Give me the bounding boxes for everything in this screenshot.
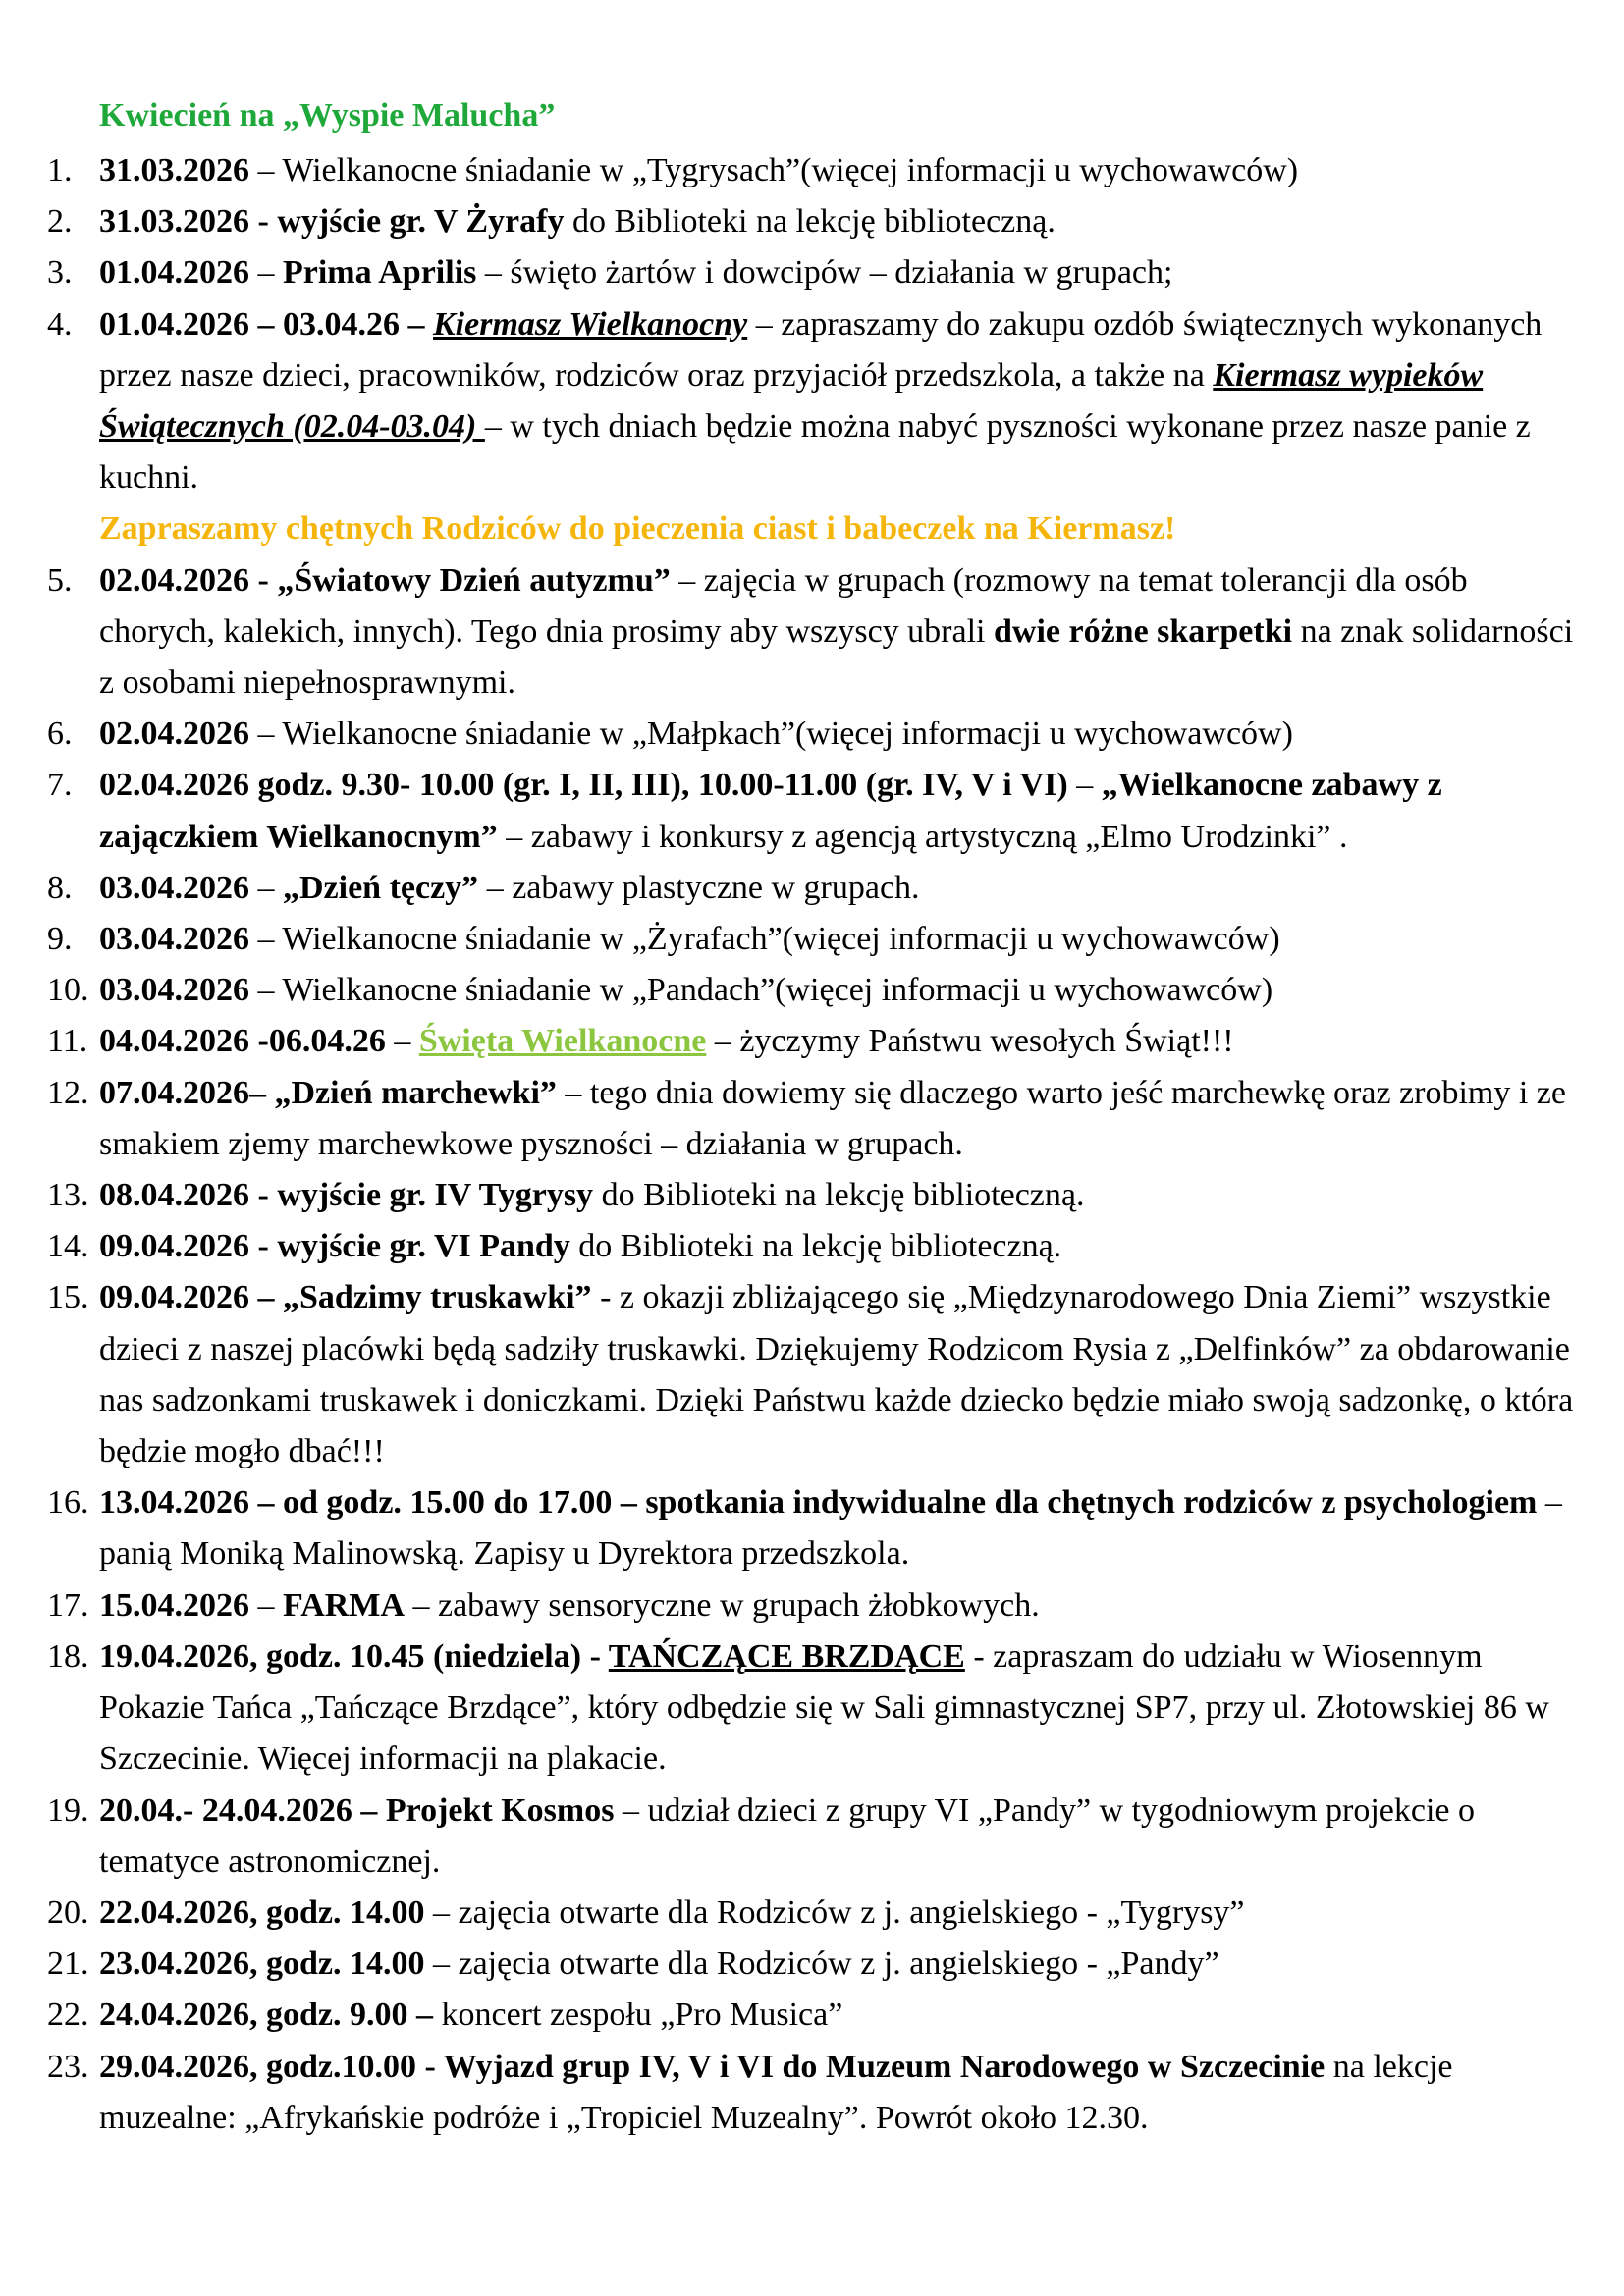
list-item bbox=[47, 1221, 1579, 1272]
list-item-number: 19. bbox=[47, 1791, 89, 1829]
list-item-text: – panią Moniką Malinowską. Zapisy u Dyrektora przedszkola. bbox=[99, 1484, 1562, 1573]
list-item-text: - zapraszam do udziału w Wiosennym Pokazie Tańca „Tańczące Brzdące”, który odbędzie się w Sali gimnastycznej SP7, przy ul. Złotowskiej 86 w Szczecinie. Więcej informacji na plakacie. bbox=[99, 1637, 1549, 1778]
list-item-number: 4. bbox=[47, 305, 73, 343]
list-item bbox=[47, 1631, 1579, 1786]
list-item-number: 23. bbox=[47, 2048, 89, 2085]
list-item bbox=[47, 1170, 1579, 1221]
list-item-text: 29.04.2026, godz.10.00 - Wyjazd grup IV, V i VI do Muzeum Narodowego w Szczecinie bbox=[99, 2048, 1326, 2085]
list-item bbox=[47, 863, 1579, 914]
list-item-text: 09.04.2026 – „Sadzimy truskawki” bbox=[99, 1279, 592, 1316]
list-item-text: – zajęcia w grupach (rozmowy na temat tolerancji dla osób chorych, kalekich, innych). Tego dnia prosimy aby wszyscy ubrali bbox=[99, 561, 1468, 650]
list-item-text: 02.04.2026 bbox=[99, 716, 249, 753]
list-item-text: – bbox=[249, 1586, 283, 1624]
list-item-number: 13. bbox=[47, 1177, 89, 1214]
list-item-text: do Biblioteki na lekcję biblioteczną. bbox=[564, 203, 1056, 240]
list-item bbox=[47, 1786, 1579, 1888]
list-item-number: 5. bbox=[47, 561, 73, 599]
list-item-text: – Wielkanocne śniadanie w „Żyrafach”(więcej informacji u wychowawców) bbox=[249, 921, 1280, 958]
list-item-text: Kiermasz wypieków Świątecznych (02.04-03.04) bbox=[99, 356, 1484, 446]
list-item-number: 22. bbox=[47, 1997, 89, 2034]
list-item-text: 01.04.2026 – 03.04.26 – bbox=[99, 305, 433, 343]
list-item bbox=[47, 1990, 1579, 2041]
list-item-text: – święto żartów i dowcipów – działania w grupach; bbox=[476, 254, 1173, 292]
list-item-text: 15.04.2026 bbox=[99, 1586, 249, 1624]
list-item-number: 17. bbox=[47, 1586, 89, 1624]
list-item bbox=[47, 299, 1579, 505]
list-item-text: Prima Aprilis bbox=[283, 254, 477, 292]
list-item-number: 16. bbox=[47, 1484, 89, 1522]
list-item-text: Kiermasz Wielkanocny bbox=[433, 305, 748, 343]
page-title: Kwiecień na „Wyspie Malucha” bbox=[99, 97, 556, 133]
list-item bbox=[47, 247, 1579, 298]
list-item-text: 03.04.2026 bbox=[99, 921, 249, 958]
list-item-text: – w tych dniach będzie można nabyć pyszności wykonane przez nasze panie z kuchni. bbox=[99, 408, 1531, 497]
list-item-number: 9. bbox=[47, 921, 73, 958]
list-item bbox=[47, 196, 1579, 247]
list-item-text: 02.04.2026 godz. 9.30- 10.00 (gr. I, II, III), 10.00-11.00 (gr. IV, V i VI) bbox=[99, 767, 1068, 804]
list-item-number: 7. bbox=[47, 767, 73, 804]
list-item-text: – bbox=[249, 254, 283, 292]
list-item-text: 07.04.2026– „Dzień marchewki” bbox=[99, 1074, 557, 1111]
list-item-text: – Wielkanocne śniadanie w „Pandach”(więcej informacji u wychowawców) bbox=[249, 972, 1273, 1009]
list-item-text: – zajęcia otwarte dla Rodziców z j. angielskiego - „Pandy” bbox=[424, 1946, 1219, 1983]
list-item-text: – udział dzieci z grupy VI „Pandy” w tygodniowym projekcie o tematyce astronomicznej. bbox=[99, 1791, 1475, 1880]
list-item-text: – Wielkanocne śniadanie w „Małpkach”(więcej informacji u wychowawców) bbox=[249, 716, 1293, 753]
list-item bbox=[47, 1272, 1579, 1477]
list-item bbox=[47, 1888, 1579, 1939]
list-item-text: 24.04.2026, godz. 9.00 – bbox=[99, 1997, 433, 2034]
list-item-text: – Wielkanocne śniadanie w „Tygrysach”(więcej informacji u wychowawców) bbox=[249, 152, 1299, 188]
list-item-number: 14. bbox=[47, 1228, 89, 1265]
list-item-text: 03.04.2026 bbox=[99, 869, 249, 906]
list-item-text: 23.04.2026, godz. 14.00 bbox=[99, 1946, 425, 1983]
list-item-text: 02.04.2026 - „Światowy Dzień autyzmu” bbox=[99, 561, 671, 599]
list-item-number: 2. bbox=[47, 203, 73, 240]
list-item bbox=[47, 1580, 1579, 1631]
list-item-text: – życzymy Państwu wesołych Świąt!!! bbox=[706, 1023, 1234, 1060]
list-item-text: – zajęcia otwarte dla Rodziców z j. angielskiego - „Tygrysy” bbox=[424, 1894, 1245, 1931]
list-item-text: „Dzień tęczy” bbox=[283, 869, 479, 906]
list-item-text: TAŃCZĄCE BRZDĄCE bbox=[608, 1637, 965, 1675]
list-item-number: 6. bbox=[47, 716, 73, 753]
list-item bbox=[47, 1016, 1579, 1067]
list-item-text: do Biblioteki na lekcję biblioteczną. bbox=[593, 1177, 1085, 1214]
list-item-text: na lekcje muzealne: „Afrykańskie podróże i „Tropiciel Muzealny”. Powrót około 12.30. bbox=[99, 2048, 1453, 2136]
list-item bbox=[47, 965, 1579, 1016]
list-item bbox=[47, 709, 1579, 760]
list-item-text: – bbox=[385, 1023, 419, 1060]
list-item-text: – zapraszamy do zakupu ozdób świątecznych wykonanych przez nasze dzieci, pracowników, rodziców oraz przyjaciół przedszkola, a także na bbox=[99, 305, 1543, 394]
list-item-text: 13.04.2026 – od godz. 15.00 do 17.00 – spotkania indywidualne dla chętnych rodziców z psychologiem bbox=[99, 1484, 1538, 1522]
list-item-text: – zabawy i konkursy z agencją artystyczną „Elmo Urodzinki” . bbox=[497, 818, 1348, 855]
list-item-text: dwie różne skarpetki bbox=[993, 613, 1293, 650]
list-item bbox=[47, 2042, 1579, 2144]
list-item-number: 3. bbox=[47, 254, 73, 292]
list-item bbox=[47, 145, 1579, 196]
list-item bbox=[47, 914, 1579, 965]
event-list bbox=[47, 145, 1579, 2144]
list-item-text: koncert zespołu „Pro Musica” bbox=[433, 1997, 843, 2034]
list-item-text: 03.04.2026 bbox=[99, 972, 249, 1009]
list-item-number: 21. bbox=[47, 1946, 89, 1983]
list-item-text: 20.04.- 24.04.2026 – Projekt Kosmos bbox=[99, 1791, 615, 1829]
list-item-text: – zabawy sensoryczne w grupach żłobkowych. bbox=[405, 1586, 1040, 1624]
list-item-text: 22.04.2026, godz. 14.00 bbox=[99, 1894, 425, 1931]
list-item-text: Święta Wielkanocne bbox=[418, 1023, 707, 1060]
list-item-text: 04.04.2026 -06.04.26 bbox=[99, 1023, 386, 1060]
list-item-text: – zabawy plastyczne w grupach. bbox=[478, 869, 920, 906]
list-item bbox=[47, 1939, 1579, 1990]
list-item-number: 10. bbox=[47, 972, 89, 1009]
list-item-text: „Wielkanocne zabawy z zajączkiem Wielkanocnym” bbox=[99, 767, 1442, 855]
list-item bbox=[47, 556, 1579, 710]
kiermasz-notice bbox=[47, 504, 1579, 555]
list-item-number: 15. bbox=[47, 1279, 89, 1316]
list-item-text: do Biblioteki na lekcję biblioteczną. bbox=[569, 1228, 1062, 1265]
list-item-text: na znak solidarności z osobami niepełnosprawnymi. bbox=[99, 613, 1574, 702]
list-item-number: 12. bbox=[47, 1074, 89, 1111]
list-item-number: 1. bbox=[47, 152, 73, 188]
list-item-text: - z okazji zbliżającego się „Międzynarodowego Dnia Ziemi” wszystkie dzieci z naszej placówki będą sadziły truskawki. Dziękujemy Rodzicom Rysia z „Delfinków” za obdarowanie nas sadzonkami truskawek i doniczkami. Dzięki Państwu każde dziecko będzie miało swoją sadzonkę, o która będzie mogło dbać!!! bbox=[99, 1279, 1574, 1470]
list-item-number: 18. bbox=[47, 1637, 89, 1675]
list-item-text: Zapraszamy chętnych Rodziców do pieczenia ciast i babeczek na Kiermasz! bbox=[99, 510, 1176, 548]
list-item-text: 08.04.2026 - wyjście gr. IV Tygrysy bbox=[99, 1177, 594, 1214]
list-item bbox=[47, 1068, 1579, 1170]
list-item-text: – bbox=[1067, 767, 1102, 804]
list-item-text: 31.03.2026 - wyjście gr. V Żyrafy bbox=[99, 203, 565, 240]
list-item-text: FARMA bbox=[283, 1586, 405, 1624]
list-item-number: 11. bbox=[47, 1023, 88, 1060]
list-item-text: – bbox=[249, 869, 283, 906]
list-item-text: 09.04.2026 - wyjście gr. VI Pandy bbox=[99, 1228, 570, 1265]
list-item-number: 8. bbox=[47, 869, 73, 906]
list-item-text: 31.03.2026 bbox=[99, 152, 249, 188]
list-item-text: 01.04.2026 bbox=[99, 254, 249, 292]
list-item-text: – tego dnia dowiemy się dlaczego warto jeść marchewkę oraz zrobimy i ze smakiem zjemy marchewkowe pyszności – działania w grupach. bbox=[99, 1074, 1566, 1162]
list-item-text: 19.04.2026, godz. 10.45 (niedziela) - bbox=[99, 1637, 609, 1675]
list-item bbox=[47, 1477, 1579, 1579]
list-item-number: 20. bbox=[47, 1894, 89, 1931]
list-item bbox=[47, 760, 1579, 862]
